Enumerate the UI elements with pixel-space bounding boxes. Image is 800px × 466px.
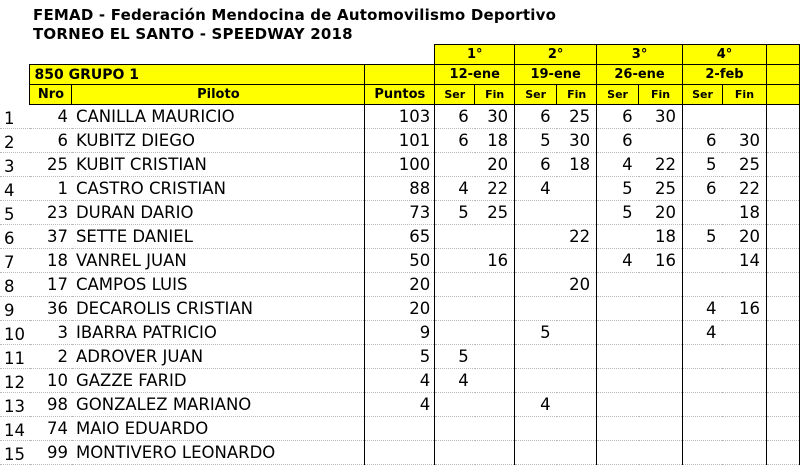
series-points bbox=[597, 273, 639, 297]
table-row bbox=[0, 249, 800, 273]
driver-name: ADROVER JUAN bbox=[72, 345, 365, 369]
table-row bbox=[0, 345, 800, 369]
header-puntos: Puntos bbox=[365, 85, 435, 105]
table-row bbox=[0, 369, 800, 393]
final-points bbox=[557, 441, 597, 465]
extra-cell bbox=[766, 393, 799, 417]
final-points bbox=[557, 321, 597, 345]
header-ser: Ser bbox=[515, 85, 557, 105]
final-points: 25 bbox=[557, 105, 597, 129]
driver-name: IBARRA PATRICIO bbox=[72, 321, 365, 345]
series-points bbox=[597, 225, 639, 249]
header-ser: Ser bbox=[435, 85, 475, 105]
final-points bbox=[475, 417, 515, 441]
final-points: 18 bbox=[722, 201, 766, 225]
driver-number: 17 bbox=[30, 273, 72, 297]
extra-cell bbox=[766, 297, 799, 321]
final-points bbox=[722, 105, 766, 129]
series-points: 6 bbox=[515, 153, 557, 177]
points-total bbox=[365, 417, 435, 441]
final-points bbox=[722, 441, 766, 465]
final-points bbox=[557, 417, 597, 441]
driver-number: 3 bbox=[30, 321, 72, 345]
final-points bbox=[639, 441, 683, 465]
driver-name: CASTRO CRISTIAN bbox=[72, 177, 365, 201]
round-4-date: 2-feb bbox=[683, 65, 767, 85]
round-3-number: 3° bbox=[597, 45, 683, 65]
series-points bbox=[597, 369, 639, 393]
row-index: 2 bbox=[0, 129, 30, 153]
final-points bbox=[557, 177, 597, 201]
driver-name: MAIO EDUARDO bbox=[72, 417, 365, 441]
final-points bbox=[475, 369, 515, 393]
final-points bbox=[475, 345, 515, 369]
driver-name: CAMPOS LUIS bbox=[72, 273, 365, 297]
final-points bbox=[557, 369, 597, 393]
final-points: 30 bbox=[722, 129, 766, 153]
final-points: 16 bbox=[639, 249, 683, 273]
driver-number: 18 bbox=[30, 249, 72, 273]
points-total: 5 bbox=[365, 345, 435, 369]
final-points bbox=[475, 393, 515, 417]
series-points bbox=[435, 417, 475, 441]
final-points bbox=[639, 321, 683, 345]
driver-name: GONZALEZ MARIANO bbox=[72, 393, 365, 417]
final-points: 20 bbox=[639, 201, 683, 225]
series-points: 6 bbox=[683, 177, 723, 201]
series-points bbox=[435, 321, 475, 345]
final-points bbox=[557, 201, 597, 225]
extra-cell bbox=[766, 177, 799, 201]
table-row bbox=[0, 297, 800, 321]
extra-cell bbox=[766, 417, 799, 441]
row-index: 1 bbox=[0, 105, 30, 129]
table-row bbox=[0, 273, 800, 297]
final-points bbox=[722, 393, 766, 417]
row-index: 15 bbox=[0, 441, 30, 465]
points-total: 20 bbox=[365, 273, 435, 297]
series-points: 4 bbox=[597, 249, 639, 273]
final-points bbox=[475, 441, 515, 465]
series-points bbox=[597, 345, 639, 369]
driver-name: DURAN DARIO bbox=[72, 201, 365, 225]
final-points bbox=[639, 393, 683, 417]
final-points bbox=[639, 297, 683, 321]
round-1-number: 1° bbox=[435, 45, 515, 65]
extra-cell bbox=[766, 225, 799, 249]
extra-cell bbox=[766, 345, 799, 369]
final-points: 18 bbox=[475, 129, 515, 153]
series-points bbox=[435, 297, 475, 321]
driver-name: GAZZE FARID bbox=[72, 369, 365, 393]
series-points bbox=[515, 345, 557, 369]
document-subtitle: TORNEO EL SANTO - SPEEDWAY 2018 bbox=[33, 25, 353, 43]
extra-cell bbox=[766, 321, 799, 345]
document-title: FEMAD - Federación Mendocina de Automovilismo Deportivo bbox=[33, 6, 557, 24]
final-points bbox=[639, 345, 683, 369]
row-index: 4 bbox=[0, 177, 30, 201]
final-points: 18 bbox=[557, 153, 597, 177]
series-points: 4 bbox=[683, 321, 723, 345]
series-points: 5 bbox=[683, 153, 723, 177]
table-row bbox=[0, 417, 800, 441]
series-points bbox=[515, 225, 557, 249]
driver-number: 4 bbox=[30, 105, 72, 129]
final-points bbox=[557, 345, 597, 369]
group-title: 850 GRUPO 1 bbox=[30, 65, 365, 85]
series-points bbox=[515, 297, 557, 321]
extra-cell bbox=[766, 441, 799, 465]
series-points bbox=[435, 393, 475, 417]
final-points: 22 bbox=[475, 177, 515, 201]
header-nro: Nro bbox=[30, 85, 72, 105]
header-fin: Fin bbox=[475, 85, 515, 105]
points-total: 9 bbox=[365, 321, 435, 345]
series-points: 6 bbox=[683, 129, 723, 153]
series-points bbox=[435, 441, 475, 465]
points-total: 88 bbox=[365, 177, 435, 201]
series-points: 4 bbox=[515, 177, 557, 201]
points-total: 20 bbox=[365, 297, 435, 321]
header-ser: Ser bbox=[597, 85, 639, 105]
row-index: 7 bbox=[0, 249, 30, 273]
series-points: 6 bbox=[435, 129, 475, 153]
series-points: 4 bbox=[515, 393, 557, 417]
header-fin: Fin bbox=[722, 85, 766, 105]
table-row bbox=[0, 441, 800, 465]
series-points bbox=[683, 105, 723, 129]
extra-cell bbox=[766, 249, 799, 273]
points-total: 103 bbox=[365, 105, 435, 129]
series-points: 5 bbox=[435, 345, 475, 369]
series-points: 5 bbox=[597, 201, 639, 225]
series-points bbox=[683, 393, 723, 417]
final-points: 30 bbox=[639, 105, 683, 129]
extra-cell bbox=[766, 201, 799, 225]
driver-name: KUBITZ DIEGO bbox=[72, 129, 365, 153]
table-row bbox=[0, 201, 800, 225]
series-points: 6 bbox=[515, 105, 557, 129]
series-points bbox=[683, 201, 723, 225]
series-points: 5 bbox=[435, 201, 475, 225]
series-points bbox=[597, 393, 639, 417]
series-points: 6 bbox=[597, 105, 639, 129]
header-piloto: Piloto bbox=[72, 85, 365, 105]
row-index: 8 bbox=[0, 273, 30, 297]
final-points bbox=[722, 369, 766, 393]
final-points: 25 bbox=[475, 201, 515, 225]
extra-cell bbox=[766, 105, 799, 129]
final-points: 30 bbox=[557, 129, 597, 153]
final-points: 16 bbox=[722, 297, 766, 321]
series-points: 4 bbox=[683, 297, 723, 321]
final-points bbox=[475, 321, 515, 345]
driver-name: SETTE DANIEL bbox=[72, 225, 365, 249]
header-fin: Fin bbox=[639, 85, 683, 105]
round-2-number: 2° bbox=[515, 45, 597, 65]
driver-number: 36 bbox=[30, 297, 72, 321]
table-row bbox=[0, 321, 800, 345]
series-points bbox=[597, 297, 639, 321]
header-fin: Fin bbox=[557, 85, 597, 105]
points-total: 73 bbox=[365, 201, 435, 225]
driver-name: MONTIVERO LEONARDO bbox=[72, 441, 365, 465]
round-2-date: 19-ene bbox=[515, 65, 597, 85]
series-points bbox=[515, 417, 557, 441]
driver-number: 25 bbox=[30, 153, 72, 177]
extra-cell bbox=[766, 369, 799, 393]
table-row bbox=[0, 177, 800, 201]
final-points: 20 bbox=[557, 273, 597, 297]
series-points bbox=[597, 441, 639, 465]
points-total: 101 bbox=[365, 129, 435, 153]
series-points bbox=[515, 249, 557, 273]
series-points bbox=[515, 273, 557, 297]
driver-number: 98 bbox=[30, 393, 72, 417]
series-points bbox=[683, 273, 723, 297]
driver-name: KUBIT CRISTIAN bbox=[72, 153, 365, 177]
series-points bbox=[683, 441, 723, 465]
series-points: 6 bbox=[597, 129, 639, 153]
final-points bbox=[722, 345, 766, 369]
final-points bbox=[722, 417, 766, 441]
row-index: 12 bbox=[0, 369, 30, 393]
driver-number: 2 bbox=[30, 345, 72, 369]
final-points: 18 bbox=[639, 225, 683, 249]
final-points: 20 bbox=[475, 153, 515, 177]
points-total bbox=[365, 441, 435, 465]
final-points: 25 bbox=[722, 153, 766, 177]
series-points bbox=[515, 369, 557, 393]
points-total: 4 bbox=[365, 369, 435, 393]
extra-cell bbox=[766, 153, 799, 177]
series-points bbox=[435, 225, 475, 249]
series-points bbox=[515, 201, 557, 225]
row-index: 10 bbox=[0, 321, 30, 345]
table-row bbox=[0, 105, 800, 129]
series-points: 5 bbox=[515, 129, 557, 153]
row-index: 14 bbox=[0, 417, 30, 441]
driver-number: 1 bbox=[30, 177, 72, 201]
final-points bbox=[639, 369, 683, 393]
series-points bbox=[515, 441, 557, 465]
final-points: 22 bbox=[722, 177, 766, 201]
final-points: 20 bbox=[722, 225, 766, 249]
final-points bbox=[639, 273, 683, 297]
driver-number: 6 bbox=[30, 129, 72, 153]
series-points bbox=[597, 417, 639, 441]
driver-name: VANREL JUAN bbox=[72, 249, 365, 273]
driver-number: 37 bbox=[30, 225, 72, 249]
final-points bbox=[639, 129, 683, 153]
final-points bbox=[639, 417, 683, 441]
extra-cell bbox=[766, 273, 799, 297]
series-points: 5 bbox=[597, 177, 639, 201]
row-index: 5 bbox=[0, 201, 30, 225]
series-points bbox=[683, 369, 723, 393]
standings-table bbox=[0, 44, 800, 465]
series-points bbox=[683, 345, 723, 369]
table-row bbox=[0, 129, 800, 153]
driver-number: 99 bbox=[30, 441, 72, 465]
points-total: 100 bbox=[365, 153, 435, 177]
driver-name: DECAROLIS CRISTIAN bbox=[72, 297, 365, 321]
final-points: 22 bbox=[557, 225, 597, 249]
final-points bbox=[557, 297, 597, 321]
final-points: 22 bbox=[639, 153, 683, 177]
final-points bbox=[557, 393, 597, 417]
series-points bbox=[683, 417, 723, 441]
points-total: 4 bbox=[365, 393, 435, 417]
round-1-date: 12-ene bbox=[435, 65, 515, 85]
row-index: 11 bbox=[0, 345, 30, 369]
series-points bbox=[435, 153, 475, 177]
final-points: 25 bbox=[639, 177, 683, 201]
driver-number: 23 bbox=[30, 201, 72, 225]
round-4-number: 4° bbox=[683, 45, 767, 65]
final-points: 14 bbox=[722, 249, 766, 273]
series-points: 4 bbox=[435, 369, 475, 393]
row-index: 9 bbox=[0, 297, 30, 321]
series-points bbox=[597, 321, 639, 345]
table-row bbox=[0, 225, 800, 249]
points-total: 65 bbox=[365, 225, 435, 249]
series-points: 6 bbox=[435, 105, 475, 129]
driver-name: CANILLA MAURICIO bbox=[72, 105, 365, 129]
final-points: 30 bbox=[475, 105, 515, 129]
row-index: 13 bbox=[0, 393, 30, 417]
points-total: 50 bbox=[365, 249, 435, 273]
row-index: 3 bbox=[0, 153, 30, 177]
row-index: 6 bbox=[0, 225, 30, 249]
table-row bbox=[0, 153, 800, 177]
final-points bbox=[722, 321, 766, 345]
series-points bbox=[435, 249, 475, 273]
header-ser: Ser bbox=[683, 85, 723, 105]
table-row bbox=[0, 393, 800, 417]
driver-number: 74 bbox=[30, 417, 72, 441]
series-points: 4 bbox=[597, 153, 639, 177]
final-points bbox=[722, 273, 766, 297]
final-points bbox=[475, 225, 515, 249]
final-points bbox=[475, 297, 515, 321]
extra-cell bbox=[766, 129, 799, 153]
final-points bbox=[557, 249, 597, 273]
series-points: 4 bbox=[435, 177, 475, 201]
round-3-date: 26-ene bbox=[597, 65, 683, 85]
final-points: 16 bbox=[475, 249, 515, 273]
final-points bbox=[475, 273, 515, 297]
series-points bbox=[683, 249, 723, 273]
series-points: 5 bbox=[515, 321, 557, 345]
series-points bbox=[435, 273, 475, 297]
driver-number: 10 bbox=[30, 369, 72, 393]
series-points: 5 bbox=[683, 225, 723, 249]
